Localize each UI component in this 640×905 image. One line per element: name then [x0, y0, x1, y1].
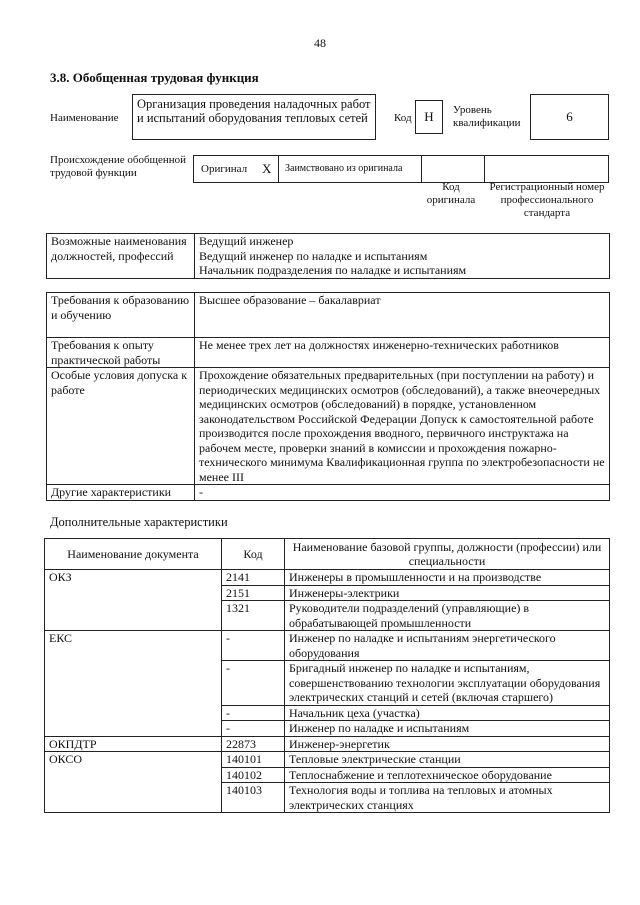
doc-cell — [45, 721, 222, 737]
section-title: 3.8. Обобщенная трудовая функция — [50, 70, 259, 85]
original-mark: X — [262, 161, 272, 176]
name-cell: Начальник цеха (участка) — [285, 705, 610, 721]
table-row — [45, 752, 610, 768]
name-cell: Инженер по наладке и испытаниям энергетического оборудования — [285, 631, 610, 661]
code-cell: - — [222, 631, 285, 661]
level-label: Уровень квалификации — [453, 104, 521, 129]
req-value: Высшее образование – бакалавриат — [195, 293, 610, 338]
code-caption: Код оригинала — [426, 181, 476, 206]
req-label: Другие характеристики — [47, 485, 195, 501]
code-cell: 140101 — [222, 752, 285, 768]
name-cell: Теплоснабжение и теплотехническое оборудование — [285, 767, 610, 783]
additional-table — [44, 538, 610, 813]
borrowed-label: Заимствовано из оригинала — [285, 163, 403, 174]
req-value: - — [195, 485, 610, 501]
header-document: Наименование документа — [45, 539, 222, 570]
code-cell: 1321 — [222, 601, 285, 631]
req-label: Требования к опыту практической работы — [47, 338, 195, 368]
table-row — [45, 631, 610, 661]
table-row — [45, 736, 610, 752]
table-row — [45, 585, 610, 601]
name-cell: Инженер по наладке и испытаниям — [285, 721, 610, 737]
doc-cell: ОКСО — [45, 752, 222, 768]
name-cell: Бригадный инженер по наладке и испытаниям, совершенствованию технологии эксплуатации оборудования электрических станций и сетей (включая старшего) — [285, 661, 610, 706]
code-value: H — [415, 100, 443, 134]
origin-label: Происхождение обобщенной трудовой функции — [50, 154, 187, 179]
name-cell: Тепловые электрические станции — [285, 752, 610, 768]
additional-title: Дополнительные характеристики — [50, 515, 228, 529]
name-label: Наименование — [50, 112, 119, 124]
requirements-table — [46, 292, 610, 501]
doc-cell: ОКПДТР — [45, 736, 222, 752]
code-cell: 2141 — [222, 570, 285, 586]
code-cell: - — [222, 705, 285, 721]
req-value: Не менее трех лет на должностях инженерно-технических работников — [195, 338, 610, 368]
table-row — [45, 767, 610, 783]
table-row — [45, 661, 610, 706]
req-label: Особые условия допуска к работе — [47, 368, 195, 485]
table-row — [45, 570, 610, 586]
doc-cell — [45, 767, 222, 783]
doc-cell: ОКЗ — [45, 570, 222, 586]
code-cell: 22873 — [222, 736, 285, 752]
name-cell: Технология воды и топлива на тепловых и атомных электрических станциях — [285, 783, 610, 813]
table-row — [45, 721, 610, 737]
name-cell: Инженеры-электрики — [285, 585, 610, 601]
req-value: Прохождение обязательных предварительных (при поступлении на работу) и периодических медицинских осмотров (обследований), а также внеочередных медицинских осмотров (обследований) в порядке, установленном законодательством Российской Федерации Допуск к самостоятельной работе производится после прохождения вводного, первичного инструктажа на рабочем месте, проверки знаний в комиссии и прохождения пожарно-технического минимума Квалификационная группа по электробезопасности не менее III — [195, 368, 610, 485]
name-cell: Инженеры в промышленности и на производстве — [285, 570, 610, 586]
table-row — [45, 783, 610, 813]
code-label: Код — [394, 112, 412, 124]
page-number: 48 — [314, 36, 326, 50]
doc-cell — [45, 783, 222, 813]
header-name: Наименование базовой группы, должности (профессии) или специальности — [285, 539, 610, 570]
code-cell: - — [222, 721, 285, 737]
positions-label: Возможные наименования должностей, профессий — [47, 234, 195, 279]
doc-cell — [45, 661, 222, 706]
code-cell: - — [222, 661, 285, 706]
table-row — [45, 705, 610, 721]
code-cell: 140103 — [222, 783, 285, 813]
positions-values — [195, 234, 610, 279]
code-cell: 140102 — [222, 767, 285, 783]
req-label: Требования к образованию и обучению — [47, 293, 195, 338]
name-cell: Руководители подразделений (управляющие) в обрабатывающей промышленности — [285, 601, 610, 631]
code-cell: 2151 — [222, 585, 285, 601]
original-label: Оригинал — [201, 163, 248, 175]
doc-cell: ЕКС — [45, 631, 222, 661]
doc-cell — [45, 705, 222, 721]
positions-table — [46, 233, 610, 279]
header-code: Код — [222, 539, 285, 570]
origin-box — [193, 155, 609, 183]
reg-caption: Регистрационный номер профессионального стандарта — [489, 181, 605, 219]
name-cell: Инженер-энергетик — [285, 736, 610, 752]
doc-cell — [45, 585, 222, 601]
position-item: Ведущий инженер — [199, 234, 294, 248]
position-item: Начальник подразделения по наладке и испытаниям — [199, 263, 467, 277]
table-row — [45, 601, 610, 631]
function-name: Организация проведения наладочных работ и испытаний оборудования тепловых сетей — [132, 94, 376, 140]
level-value: 6 — [530, 94, 609, 140]
doc-cell — [45, 601, 222, 631]
position-item: Ведущий инженер по наладке и испытаниям — [199, 248, 428, 263]
